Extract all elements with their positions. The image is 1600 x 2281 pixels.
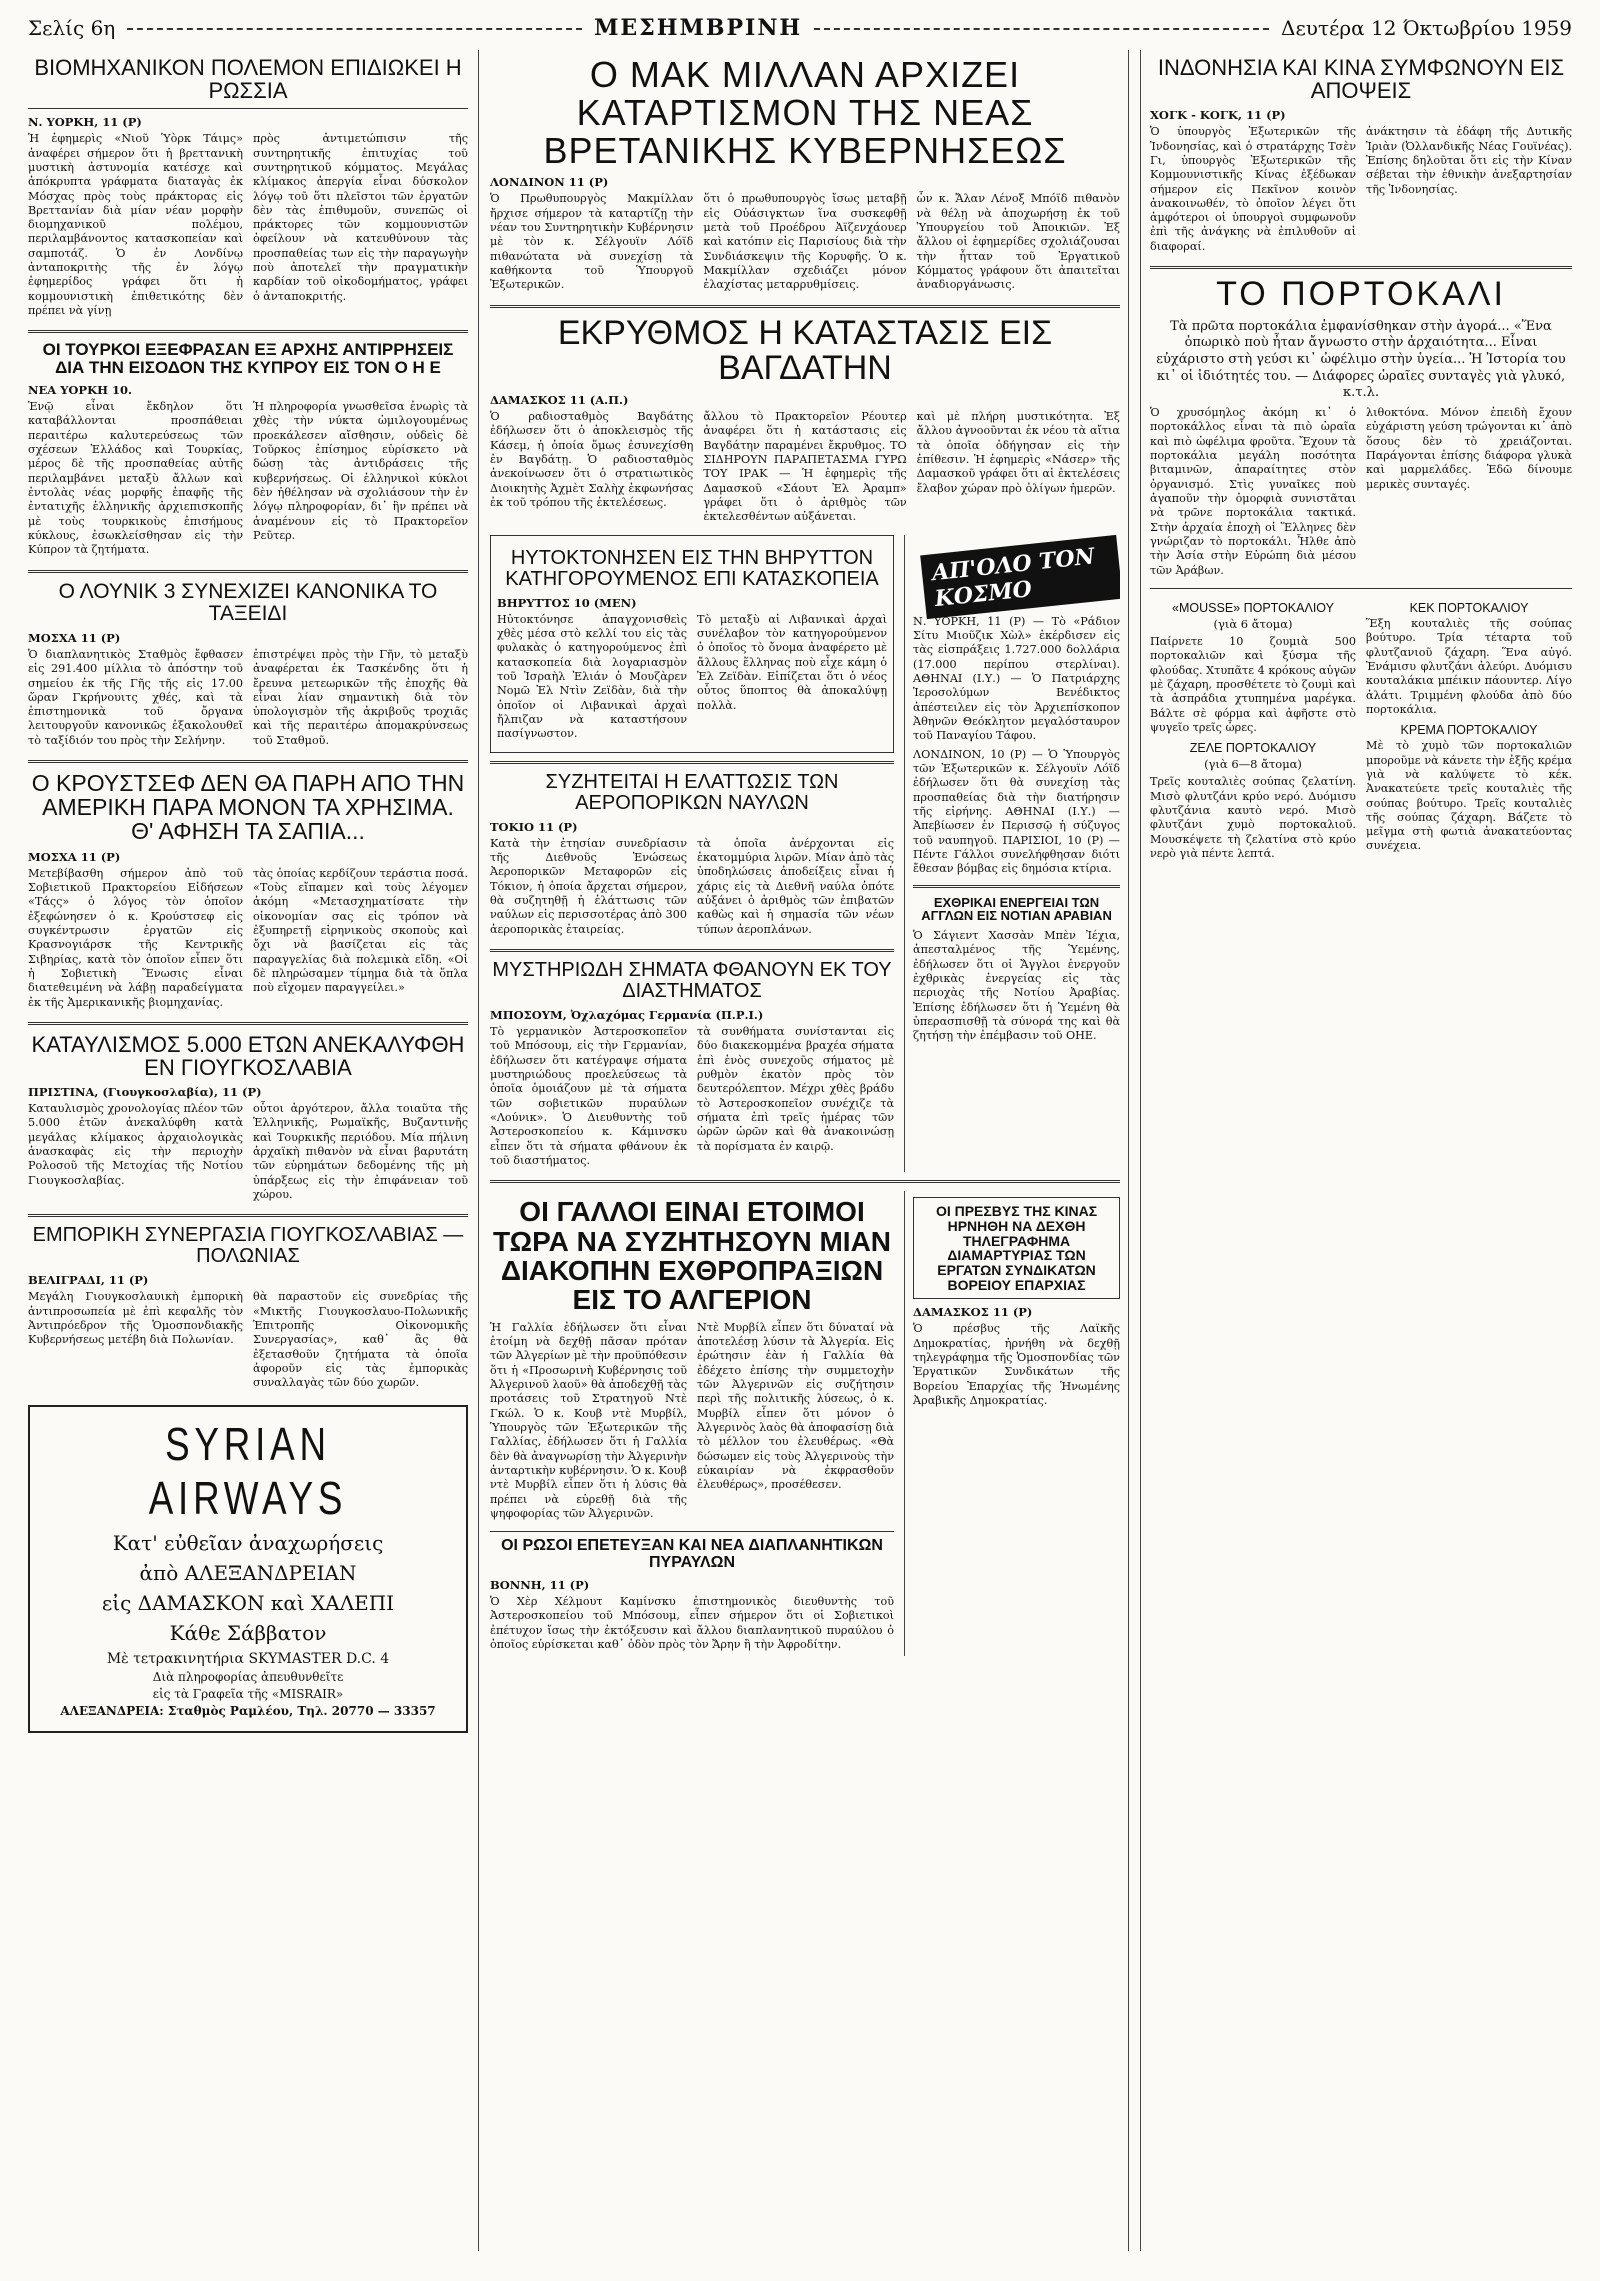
page-label: Σελίς 6η — [28, 16, 116, 40]
article-text: Ἡ Γαλλία ἐδήλωσεν ὅτι εἶναι ἑτοίμη νὰ δεχθῇ πᾶσαν πρόταν τῶν Ἀλγερίων μὲ τὴν προϋπόθεσιν ὅτι ἡ «Προσωρινὴ Κυβέρνησις τοῦ Ἀλγερινοῦ λαοῦ» θὰ ἀποδεχθῇ τὰς προτάσεις τοῦ Στρατηγοῦ Ντὲ Γκώλ. Ὁ κ. Κουβ ντὲ Μυρβίλ, Ὑπουργὸς τῶν Ἐξωτερικῶν τῆς Γαλλίας, ἐδήλωσεν ὅτι ἡ Γαλλία δὲν θὰ ἀναγνωρίσῃ τὴν Ἀλγερινὴν ἀνταρτικὴν κυβέρνησιν. Ὁ κ. Κουβ ντὲ Μυρβίλ εἶπεν ὅτι ἡ λύσις θὰ πρέπει νὰ εὑρεθῇ διὰ τῆς ψηφοφορίας τῶν Ἀλγερινῶν. — [490, 1320, 688, 1521]
article-text: θὰ παραστοῦν εἰς συνεδρίας τῆς «Μικτῆς Γιουγκοσλαυο-Πολωνικῆς Ἐπιτροπῆς Οἰκονομικῆς Συνεργασίας», καθ᾽ ἃς θὰ ἐξετασθοῦν ζητήματα τὰ ὁποῖα ἀφοροῦν εἰς τὰς ἐμπορικὰς συναλλαγὰς τῶν δύο χωρῶν. — [253, 1290, 468, 1390]
headline: ΚΑΤΑΥΛΙΣΜΟΣ 5.000 ΕΤΩΝ ΑΝΕΚΑΛΥΦΘΗ ΕΝ ΓΙΟΥΓΚΟΣΛΑΒΙΑ — [31, 1031, 465, 1080]
dateline: ΜΟΣΧΑ 11 (Ρ) — [28, 849, 121, 864]
ad-line: Μὲ τετρακινητήρια SKYMASTER D.C. 4 — [106, 1650, 390, 1667]
headline: ΟΙ ΡΩΣΟΙ ΕΠΕΤΕΥΞΑΝ ΚΑΙ ΝΕΑ ΔΙΑΠΛΑΝΗΤΙΚΩΝ ΠΥΡΑΥΛΩΝ — [501, 1537, 883, 1572]
article-text: Τὸ γερμανικὸν Ἀστεροσκοπεῖον τοῦ Μπόσουμ, εἰς τὴν Γερμανίαν, ἐδήλωσεν ὅτι κατέγραψε σήματα μυστηριώδους προελεύσεως τὰ ὁποῖα ὁμοιάζουν μὲ τὰ σήματα τῶν σοβιετικῶν πυραύλων «Λούνικ». Ὁ Διευθυντὴς τοῦ Ἀστεροσκοπείου κ. Κάμινσκυ εἶπεν ὅτι τὰ σήματα φθάνουν ἐκ τοῦ διαστήματος. — [490, 1024, 688, 1167]
article-text: ΛΟΝΔΙΝΟΝ, 10 (Ρ) — Ὁ Ὑπουργὸς τῶν Ἐξωτερικῶν κ. Σέλγουϊν Λόϊδ ἐδήλωσεν ὅτι θὰ συνεχίσῃ τὰς προσπαθείας διὰ τὴν διατήρησιν τῆς εἰρήνης. ΑΘΗΝΑΙ (Ι.Υ.) — Ἀπεβίωσεν ἐν Περισσῷ ἡ σύζυγος τοῦ ναυπηγοῦ. ΠΑΡΙΣΙΟΙ, 10 (Ρ) — Πέντε Γάλλοι συνελήφθησαν διότι ἔθεσαν βόμβας εἰς δημόσια κτίρια. — [913, 747, 1120, 876]
syrian-airways-ad — [28, 1405, 468, 1733]
headline: ΕΧΘΡΙΚΑΙ ΕΝΕΡΓΕΙΑΙ ΤΩΝ ΑΓΓΛΩΝ ΕΙΣ ΝΟΤΙΑΝ ΑΡΑΒΙΑΝ — [921, 894, 1112, 924]
article-text: ἀνάκτησιν τὰ ἐδάφη τῆς Δυτικῆς Ἰριὰν (Ὀλλανδικῆς Νέας Γουϊνέας). Ἐπίσης δηλοῦται ὅτι εἰς τὴν Κίναν σέβεται τὴν ἐθνικὴν ἀνεξαρτησίαν τῆς Ἰνδονησίας. — [1366, 125, 1572, 196]
article-text: Μετεβίβασθη σήμερον ἀπὸ τοῦ Σοβιετικοῦ Πρακτορείου Εἰδήσεων «Τάςς» ὁ λόγος τὸν ὁποῖον ἐξεφώνησεν ὁ κ. Κρούστσεφ εἰς συγκέντρωσιν ἐργατῶν εἰς Κρασνογιάρσκ τῆς Κεντρικῆς Σιβηρίας, κατὰ τὸν ὁποῖον εἶπεν ὅτι ἡ Σοβιετικὴ Ἕνωσις εἶναι διατεθειμένη νὰ λάβῃ παραδείγματα ἐκ τῆς Ἀμερικανικῆς βιομηχανίας. — [28, 866, 243, 1009]
article-trade — [28, 1225, 468, 1394]
article-algeria — [490, 1191, 894, 1656]
article-text: ὅτι ὁ πρωθυπουργὸς ἴσως μεταβῇ εἰς Οὐάσιγκτων ἵνα συσκεφθῇ μετὰ τοῦ Προέδρου Ἀϊζενχάουερ καὶ κατόπιν εἰς Παρισίους διὰ τὴν Συνδιάσκεψιν τῆς Κορυφῆς. Ὁ κ. Μακμίλλαν σχεδιάζει μόνον ἐλαχίστας μεταρρυθμίσεις. — [703, 192, 907, 292]
article-text: πρὸς ἀντιμετώπισιν τῆς συντηρητικῆς ἐπιτυχίας τοῦ συντηρητικοῦ κόμματος. Μεγάλας κλίμακος ἀπεργία εἶναι δύσκολον λόγῳ τοῦ ὅτι πλεῖστοι τῶν ἐργατῶν δὲν τὰς ἐπιθυμοῦν, συνεπῶς οἱ πράκτορες τῶν κομμουνιστῶν ὀφείλουν νὰ κατευθύνουν τὰς προσπαθείας των εἰς τὴν παραγωγὴν ποὺ ἀποτελεῖ τὴν πραγματικὴν καρδίαν τοῦ οἰκοδομήματος, γράφει ὁ ἀνταποκριτής. — [253, 132, 468, 303]
headline: Ο ΜΑΚ ΜΙΛΛΑΝ ΑΡΧΙΖΕΙ ΚΑΤΑΡΤΙΣΜΟΝ ΤΗΣ ΝΕΑΣ ΒΡΕΤΑΝΙΚΗΣ ΚΥΒΕΡΝΗΣΕΩΣ — [543, 54, 1067, 171]
article-lunik — [28, 581, 468, 752]
headline: ΟΙ ΠΡΕΣΒΥΣ ΤΗΣ ΚΙΝΑΣ ΗΡΝΗΘΗ ΝΑ ΔΕΧΘΗ ΤΗΛΕΓΡΑΦΗΜΑ ΔΙΑΜΑΡΤΥΡΙΑΣ ΤΩΝ ΕΡΓΑΤΩΝ ΣΥΝΔΙΚΑΤΩΝ ΒΟΡΕΙΟΥ ΕΠΑΡΧΙΑΣ — [913, 1197, 1120, 1299]
ad-line: εἰς ΔΑΜΑΣΚΟΝ καὶ ΧΑΛΕΠΙ — [101, 1590, 395, 1615]
recipe-text: Τρεῖς κουταλιὲς σούπας ζελατίνη. Μισὸ φλυτζάνι κρύο νερό. Δυόμισυ φλυτζάνια καυτὸ νερό. Μισὸ φλυτζάνι χυμὸ πορτοκαλιοῦ. Μουσκέψετε τὴ ζελατίνα στὸ κρύο νερὸ γιὰ πέντε λεπτά. — [1150, 775, 1356, 860]
dateline: ΒΕΛΙΓΡΑΔΙ, 11 (Ρ) — [28, 1273, 149, 1288]
article-industrial-war — [28, 56, 468, 322]
ad-line: Κατ' εὐθεῖαν ἀναχωρήσεις — [112, 1530, 384, 1555]
headline: ΗΥΤΟΚΤΟΝΗΣΕΝ ΕΙΣ ΤΗΝ ΒΗΡΥΤΤΟΝ ΚΑΤΗΓΟΡΟΥΜΕΝΟΣ ΕΠΙ ΚΑΤΑΣΚΟΠΕΙΑ — [505, 546, 879, 590]
masthead-rule-right — [814, 28, 1269, 30]
article-settlement — [28, 1033, 468, 1206]
article-text: Ν. ΥΟΡΚΗ, 11 (Ρ) — Τὸ «Ράδιον Σίτυ Μιοῦζικ Χὼλ» ἐκέρδισεν εἰς τὰς εἰσπράξεις 1.727.000 δολλάρια (17.000 περίπου στερλίναι). ΑΘΗΝΑΙ (Ι.Υ.) — Ὁ Πατριάρχης Ἱεροσολύμων Βενέδικτος ἀπέστειλεν εἰς τὸν Ἀρχιεπίσκοπον Ἀθηνῶν Θεόκλητον μεγαλόσταυρον τοῦ Παναγίου Τάφου. — [913, 614, 1120, 743]
article-text: ἐπιστρέψει πρὸς τὴν Γῆν, τὸ μεταξὺ ἀναφέρεται ἐκ Τασκένδης ὅτι ἡ ἔρευνα μετεωρικῶν τῆς ἐποχῆς θὰ εἶναι λίαν σημαντικὴ διὰ τὸν ὑπολογισμὸν τῆς ἀκριβοῦς τροχιᾶς καὶ τῆς περαιτέρω ἀπομακρύνσεως τοῦ Σταθμοῦ. — [253, 647, 468, 747]
article-text: Ὁ πρέσβυς τῆς Λαϊκῆς Δημοκρατίας, ἠρνήθη νὰ δεχθῇ τηλεγράφημα τῆς Ὁμοσπονδίας τῶν Ἐργατικῶν Συνδικάτων τῆς Βορείου Ἐπαρχίας τῆς Ἡνωμένης Ἀραβικῆς Δημοκρατίας. — [913, 1322, 1120, 1407]
article-intro: Τὰ πρῶτα πορτοκάλια ἐμφανίσθηκαν στὴν ἀγορά... «Ἕνα ὀπωρικὸ ποὺ ἦταν ἄγνωστο στὴν ἀρχαιότητα... Εἶναι εὐχάριστο στὴ γεύσι κι᾽ ὠφέλιμο στὴν ὑγεία... Ἡ Ἱστορία του κι᾽ οἱ ἰδιότητές του. — Διάφορες ὡραῖες συνταγὲς γιὰ γλυκό, κ.τ.λ. — [1156, 318, 1566, 401]
headline: Ο ΚΡΟΥΣΤΣΕΦ ΔΕΝ ΘΑ ΠΑΡΗ ΑΠΟ ΤΗΝ ΑΜΕΡΙΚΗ ΠΑΡΑ ΜΟΝΟΝ ΤΑ ΧΡΗΣΙΜΑ. Θ' ΑΦΗΣΗ ΤΑ ΣΑΠΙΑ... — [31, 770, 465, 845]
article-text: Μεγάλη Γιουγκοσλαυικὴ ἐμπορικὴ ἀντιπροσωπεία μὲ ἐπὶ κεφαλῆς τὸν Ἀντιπρόεδρον τῆς Ὁμοσπονδιακῆς Κυβερνήσεως μετέβη διὰ Πολωνίαν. — [28, 1290, 243, 1347]
dateline: ΜΠΟΣΟΥΜ, Ὀχλαχόμας Γερμανία (Π.Ρ.Ι.) — [490, 1007, 764, 1022]
dateline: ΜΟΣΧΑ 11 (Ρ) — [28, 630, 121, 645]
dateline: Ν. ΥΟΡΚΗ, 11 (Ρ) — [28, 115, 142, 130]
article-china — [904, 1191, 1120, 1656]
dateline: ΤΟΚΙΟ 11 (Ρ) — [490, 819, 578, 834]
article-indonesia — [1150, 56, 1572, 258]
article-text: Ἐνῷ εἶναι ἔκδηλον ὅτι καταβάλλονται προσπάθειαι περαιτέρω καλυτερεύσεως τῶν σχέσεων Ἑλλάδος καὶ Τουρκίας, μέρος δὲ τῆς προσπαθείας αὐτῆς περιλαμβάνει μεταξὺ ἄλλων καὶ ἐντολὰς νέας μορφῆς ἐπαφῆς τῆς ἐντατιχῆς ἑλληνικῆς ἀρχιεπισκοπῆς μὲ τοὺς τουρκικοὺς ἐπισήμους κύκλους, ἐσωκλείσθησαν εἰς τὴν Κύπρον τὰ ζητήματα. — [28, 400, 243, 557]
left-column — [28, 50, 468, 2251]
paper-name: ΜΕΣΗΜΒΡΙΝΗ — [594, 15, 803, 41]
dateline: ΔΑΜΑΣΚΟΣ 11 (Ρ) — [913, 1305, 1033, 1320]
article-text: Ηὐτοκτόνησε ἀπαγχονισθεὶς χθὲς μέσα στὸ κελλί του εἰς τὰς φυλακὰς ὁ κατηγορούμενος ἐπὶ κατασκοπεία διὰ λογαριασμὸν τοῦ Ἰσραὴλ Ἐλιάν ὁ Μουζὰρεν Νομῶ Ἐλ Ντὶν Ζεϊδὰν, διὰ τὴν ὁποῖον οἱ Λιβανικαὶ ἀρχαὶ ἤλπιζαν νὰ καταστήσουν πασίγνωστον. — [497, 612, 688, 741]
ad-brand: SYRIAN AIRWAYS — [148, 1417, 348, 1524]
article-text: ἄλλου τὸ Πρακτορεῖον Ρέουτερ ἀναφέρει ὅτι ἡ κατάστασις εἰς Βαγδάτην παραμένει ἔκρυθμος. ΤΟ ΣΙΔΗΡΟΥΝ ΠΑΡΑΠΕΤΑΣΜΑ ΓΥΡΩ ΤΟΥ ΙΡΑΚ — Ἡ ἐφημερὶς τῆς Δαμασκοῦ «Σάουτ Ἐλ Ἀραμπ» γράφει ὅτι ὁ ἀριθμὸς τῶν ἐκτελεσθέντων αὐξάνεται. — [703, 410, 907, 524]
column-rule — [1140, 50, 1141, 2251]
article-text: Ἡ ἐφημερὶς «Νιοῦ Ὑὸρκ Τάιμς» ἀναφέρει σήμερον ὅτι ἡ βρεττανικὴ μυστικὴ ἀστυνομία κατέσχε καὶ ἀπόκρυπτα γράφματα διαταγὰς ἐκ Μόσχας πρὸς τοὺς πράκτορας εἰς Βρεττανίαν διὰ μίαν νέαν μορφὴν διομηχανικοῦ πολέμου, περιλαμβάνοντος κατασκοπείαν καὶ σαμποτάζ. Ὁ ἐν Λονδίνῳ ἀνταποκριτὴς τῆς ἐν λόγῳ ἐφημερίδος γράφει ὅτι ἡ κομμουνιστικὴ ἐπιθετικότης δὲν πρέπει νὰ γίνῃ — [28, 132, 243, 318]
recipe-title: ΚΡΕΜΑ ΠΟΡΤΟΚΑΛΙΟΥ — [1400, 723, 1538, 738]
right-column — [1150, 50, 1572, 2251]
article-khrushchev — [28, 771, 468, 1014]
column-rule — [478, 50, 479, 2251]
masthead — [28, 14, 1572, 42]
article-orange — [1150, 277, 1572, 865]
recipe-title: ΚΕΚ ΠΟΡΤΟΚΑΛΙΟΥ — [1409, 600, 1529, 615]
article-text: Καταυλισμὸς χρονολογίας πλέον τῶν 5.000 ἐτῶν ἀνεκαλύφθη κατὰ μεγάλας κλίμακος ἀρχαιολογικὰς ἀνασκαφὰς εἰς τὴν περιοχὴν Ρολοσοῦ τῆς Μετοχίας τῆς Νοτίου Γιουγκοσλαβίας. — [28, 1102, 243, 1187]
article-beirut — [490, 535, 894, 753]
recipe-title: «MOUSSE» ΠΟΡΤΟΚΑΛΙΟΥ — [1172, 600, 1334, 615]
ad-line: Διὰ πληροφορίας ἀπευθυνθεῖτε — [152, 1669, 344, 1684]
recipe-text: Παίρνετε 10 ζουμιὰ 500 πορτοκαλιῶν καὶ ξύσμα τῆς φλούδας. Χτυπᾶτε 4 κρόκους αὐγῶν μὲ ζάχαρη, προσθέτετε τὸ ζουμὶ καὶ τὰ ἀσπράδια χτυπημένα μαρέγκα. Βάλτε σὲ φόρμα καὶ ἀφῆστε στὸ ψυγεῖο τρεῖς ὧρες. — [1150, 634, 1356, 734]
article-text: λιθοκτόνα. Μόνον ἐπειδὴ ἔχουν εὐχάριστη γεύση τρώγονται κι᾽ ἀπὸ ὅσους δὲν τὸ χρειάζονται. Παράγονται ἐπίσης διάφορα γλυκὰ καὶ μαρμελάδες. Ἐδῶ δίνουμε μερικὲς συνταγές. — [1366, 405, 1572, 491]
recipe-text: Ἕξη κουταλιὲς τῆς σούπας βούτυρο. Τρία τέταρτα τοῦ φλυτζανιοῦ ζάχαρη. Ἕνα αὐγό. Ἐνάμισυ φλυτζάνι ἀλεύρι. Δυόμισυ κουταλάκια μπέικιν πάουντερ. Λίγο ἁλάτι. Τριμμένη φλούδα ἀπὸ δύο πορτοκάλια. — [1366, 616, 1572, 716]
dateline: ΒΟΝΝΗ, 11 (Ρ) — [490, 1577, 590, 1592]
article-signals — [490, 960, 894, 1172]
article-text: Ὁ Χὲρ Χέλμουτ Καμίνσκυ ἐπιστημονικὸς διευθυντὴς τοῦ Ἀστεροσκοπείου τοῦ Μπόσουμ, εἶπεν σήμερον ὅτι οἱ Σοβιετικοὶ ἐπέτυχον ἴσως τὴν ἐκτόξευσιν καὶ ἄλλου διαπλανητικοῦ πυραύλου ὁ ὁποῖος εὑρίσκεται καθ᾽ ὁδὸν πρὸς τὸν Ἄρην ἢ τὴν Ἀφροδίτην. — [490, 1594, 895, 1651]
article-text: Ντὲ Μυρβίλ εἶπεν ὅτι δύναταί νὰ ἀποτελέσῃ λύσιν τὰ Ἀλγερία. Εἰς ἐρώτησιν ἐὰν ἡ Γαλλία θὰ ἐδέχετο ἐπίσης τὴν συμμετοχὴν τῶν Ἀλγερινῶν εἰς συζήτησιν περὶ τῆς πολιτικῆς λύσεως, ὁ κ. Μυρβίλ εἶπεν ὅτι μόνον ὁ Ἀλγερινὸς λαὸς θὰ ἀποφασίσῃ διὰ τὸ μέλλον του ἐλευθέρως. «Θὰ δώσωμεν εἰς τοὺς Ἀλγερινοὺς τὴν εὐκαιρίαν νὰ ἐκφρασθοῦν ἐλευθέρως», προσέθεσεν. — [697, 1320, 895, 1492]
column-rule — [1128, 50, 1129, 2251]
headline: ΟΙ ΤΟΥΡΚΟΙ ΕΞΕΦΡΑΣΑΝ ΕΞ ΑΡΧΗΣ ΑΝΤΙΡΡΗΣΕΙΣ ΔΙΑ ΤΗΝ ΕΙΣΟΔΟΝ ΤΗΣ ΚΥΠΡΟΥ ΕΙΣ ΤΟΝ Ο Η Ε — [42, 340, 454, 378]
article-text: ὧν κ. Ἄλαν Λένοξ Μπόϊδ πιθανὸν νὰ θέλῃ νὰ ἀποχωρήσῃ ἐκ τοῦ Ὑπουργείου τοῦ Ἀποικιῶν. Ἐξ ἄλλου οἱ ἐφημερίδες σχολιάζουσαι τὴν ἧτταν τοῦ Ἐργατικοῦ Κόμματος γράφουν ὅτι ἀπαιτεῖται ἀναδιοργάνωσις. — [916, 192, 1120, 292]
dateline: ΠΡΙΣΤΙΝΑ, (Γιουγκοσλαβία), 11 (Ρ) — [28, 1085, 262, 1100]
recipe-text: Μὲ τὸ χυμὸ τῶν πορτοκαλιῶν μποροῦμε νὰ κάνετε τὴν ἑξῆς κρέμα γιὰ νὰ καλύψετε τὸ κέκ. Ἀνακατεύετε τρεῖς κουταλιὲς τῆς σούπας βούτυρο. Τρεῖς κουταλιὲς τῆς σούπας ζάχαρη. Βάζετε τὸ μεῖγμα στὴ φωτιὰ ἀνακατεύοντας συνέχεια. — [1366, 739, 1572, 853]
headline: ΣΥΖΗΤΕΙΤΑΙ Η ΕΛΑΤΤΩΣΙΣ ΤΩΝ ΑΕΡΟΠΟΡΙΚΩΝ ΝΑΥΛΩΝ — [545, 770, 839, 814]
article-text: Ὁ ραδιοσταθμὸς Βαγδάτης ἐδήλωσεν ὅτι ὁ ἀποκλεισμὸς τῆς Κάσεμ, ἡ ὁποία ὅμως ἐσυνεχίσθη ἐν Βαγδάτῃ. Ὁ ραδιοσταθμὸς ἀνεκοίνωσεν ὅτι ὁ στρατιωτικὸς Διοικητὴς Ἀχμὲτ Σαλὴχ ἐκφωνήσας ἐκ τοῦ τρόπου τῆς ἐκτελέσεως. — [490, 410, 694, 510]
recipe-sub: (γιὰ 6—8 ἄτομα) — [1204, 757, 1302, 772]
recipe-title: ΖΕΛΕ ΠΟΡΤΟΚΑΛΙΟΥ — [1189, 741, 1317, 756]
article-airfares — [490, 772, 894, 941]
center-section — [490, 50, 1120, 2251]
ad-line: Κάθε Σάββατον — [169, 1620, 327, 1645]
dateline: ΒΗΡΥΤΤΟΣ 10 (ΜΕΝ) — [497, 595, 637, 610]
world-news-logo: ΑΠ'ΟΛΟ ΤΟΝ ΚΟΣΜΟ — [920, 535, 1120, 619]
article-text: Κατὰ τὴν ἐτησίαν συνεδρίασιν τῆς Διεθνοῦς Ἑνώσεως Ἀεροπορικῶν Μεταφορῶν εἰς Τόκιον, ἡ ὁποία ἄρχεται σήμερον, θὰ συζητηθῇ ἡ ἐλάττωσις τῶν ναύλων εἰς περισσοτέρας ἀπὸ 300 ἀεροπορικὰς ἑταιρείας. — [490, 836, 688, 936]
ad-line: εἰς τὰ Γραφεῖα τῆς «MISRAIR» — [152, 1686, 344, 1701]
article-baghdad — [490, 313, 1120, 529]
article-text: Ὁ διαπλανητικὸς Σταθμὸς ἔφθασεν εἰς 291.400 μίλλια τὸ ἀπόστην τοῦ σημείου ἐκ τῆς Γῆς τῆς εἰς 17.00 ὥραν Γκρήνουιτς χθές, καὶ τὰ ἐπιστημονικὰ τοῦ ὄργανα λειτουργοῦν κανονικῶς ἐξακολουθεῖ τὸ ταξίδιόν του πρὸς τὴν Σελήνην. — [28, 647, 243, 747]
world-news-box — [913, 535, 1120, 877]
article-text: τὰ συνθήματα συνίστανται εἰς δύο διακεκομμένα βραχέα σήματα ἐπὶ ἑνὸς συνεχοῦς σήματος μὲ ρυθμὸν ἑκατὸν πρὸς τὸν δευτερόλεπτον. Μέχρι χθὲς βράδυ τὸ Ἀστεροσκοπεῖον συνέχιζε τὰ σήματα ἐπὶ τρεῖς ἡμέρας τῶν ὡρῶν ὡρῶν καὶ θὰ ἀνακοινώσῃ τὰ πορίσματα ἐν καιρῷ. — [697, 1024, 895, 1153]
article-text: Ὁ Σάγιεντ Χασσὰν Μπὲν Ἰέχια, ἀπεσταλμένος τῆς Ὑεμένης, ἐδήλωσεν ὅτι οἱ Ἄγγλοι ἐνεργοῦν ἐχθρικὰς ἐνεργείας εἰς τὰς περιοχὰς τῆς Νοτίου Ἀραβίας. Ἐπίσης ἐδήλωσεν ὅτι ἡ Ὑεμένη θὰ ὑπερασπισθῇ τὰ σύνορά της καὶ θὰ ζητήσῃ τὴν ἐπέμβασιν τοῦ ΟΗΕ. — [913, 928, 1120, 1043]
dateline: ΛΟΝΔΙΝΟΝ 11 (Ρ) — [490, 175, 609, 190]
article-text: Ὁ χρυσόμηλος ἀκόμη κι᾽ ὁ πορτοκάλλος εἶναι τὰ πιὸ ὡραῖα καὶ πιὸ ὠφέλιμα φροῦτα. Ἔχουν τὰ πορτοκάλια μεγάλη ποσότητα βιταμινῶν, ἀπαραίτητες στὸν ὀργανισμό. Στὶς γυναῖκες ποὺ ἀγαποῦν τὴν ὀμορφιὰ συνιστᾶται νὰ τρῶνε πορτοκάλια τακτικά. Στὴν ἀρχαία ἐποχὴ οἱ Ἕλληνες δὲν γνώριζαν τὸ πορτοκάλι. Ἦλθε ἀπὸ τὴν Ἀσία στὴν Εὐρώπη διὰ μέσου τῶν Ἀράβων. — [1150, 405, 1356, 577]
ad-contact: ΑΛΕΞΑΝΔΡΕΙΑ: Σταθμὸς Ραμλέου, Τηλ. 20770 — 33357 — [60, 1703, 436, 1718]
dateline: ΔΑΜΑΣΚΟΣ 11 (Α.Π.) — [490, 393, 629, 408]
masthead-rule — [127, 28, 582, 30]
article-text: Τὸ μεταξὺ αἱ Λιβανικαὶ ἀρχαὶ συνέλαβον τὸν κατηγορούμενον ὁ ὁποῖος τὸ ὄνομα ἀναφέρετο μὲ ἄλλους ἕλληνας ποὺ εἶχε κάμη ὁ Ἐλ Ζεϊδὰν. Εἰπίζεται ὅτι ὁ νέος οὗτος ὕποπτος θὰ ἀποκαλύψῃ πολλὰ. — [697, 612, 888, 712]
headline: ΒΙΟΜΗΧΑΝΙΚΟΝ ΠΟΛΕΜΟΝ ΕΠΙΔΙΩΚΕΙ Η ΡΩΣΣΙΑ — [34, 55, 462, 104]
headline: ΟΙ ΓΑΛΛΟΙ ΕΙΝΑΙ ΕΤΟΙΜΟΙ ΤΩΡΑ ΝΑ ΣΥΖΗΤΗΣΟΥΝ ΜΙΑΝ ΔΙΑΚΟΠΗΝ ΕΧΘΡΟΠΡΑΞΙΩΝ ΕΙΣ ΤΟ ΑΛΓΕΡΙΟΝ — [493, 1196, 892, 1316]
article-macmillan — [490, 56, 1120, 297]
article-text: οὗτοι ἀργότερον, ἄλλα τοιαῦτα τῆς Ἑλληνικῆς, Ρωμαϊκῆς, Βυζαντινῆς καὶ Τουρκικῆς περιόδου. Μία πήλινη ἀρχαϊκὴ πιθανὸν νὰ εἶναι βαρυτάτη τῶν εὑρημάτων δεδομένης τῆς μὴ ὑπάρξεως εἰς τὴν ἐπιφάνειαν τοῦ χώρου. — [253, 1102, 468, 1201]
headline: ΤΟ ΠΟΡΤΟΚΑΛΙ — [1216, 275, 1506, 314]
headline: ΙΝΔΟΝΗΣΙΑ ΚΑΙ ΚΙΝΑ ΣΥΜΦΩΝΟΥΝ ΕΙΣ ΑΠΟΨΕΙΣ — [1157, 55, 1565, 104]
headline: ΕΚΡΥΘΜΟΣ Η ΚΑΤΑΣΤΑΣΙΣ ΕΙΣ ΒΑΓΔΑΤΗΝ — [557, 313, 1053, 388]
article-text: Ὁ ὑπουργὸς Ἐξωτερικῶν τῆς Ἰνδονησίας, καὶ ὁ στρατάρχης Τσὲν Γι, ὑπουργὸς Ἐξωτερικῶν τῆς Κομμουνιστικῆς Κίνας ἐξέδωκαν σήμερον εἰς Πεκῖνον κοινὸν ἀνακοινωθέν, τὸ ὁποῖον λέγει ὅτι ἀμφότεροι οἱ ὑπουργοὶ συμφωνοῦν ἐπὶ τῆς ἀνάγκης νὰ ἐπιλυθοῦν αἱ διαφοραί. — [1150, 125, 1356, 253]
headline: ΕΜΠΟΡΙΚΗ ΣΥΝΕΡΓΑΣΙΑ ΓΙΟΥΓΚΟΣΛΑΒΙΑΣ — ΠΟΛΩΝΙΑΣ — [32, 1224, 464, 1268]
article-text: τὰς ὁποίας κερδίζουν τεράστια ποσά. «Τοὺς εἴπαμεν καὶ τοὺς λέγομεν ἀκόμη «Μετασχηματίσατε τὴν οἰκονομίαν σας εἰς τρόπον νὰ ἐξυπηρετῇ εἰρηνικοὺς σκοποὺς καὶ ὄχι νὰ βασίζεται εἰς τὰς παραγγελίας διὰ πολεμικὰ εἴδη. «Οἱ δὲ πληρώσαμεν τίμημα διὰ τὰ ὅπλα ποὺ εἴχομεν παραγγείλει.» — [253, 866, 468, 995]
article-text: τὰ ὁποῖα ἀνέρχονται εἰς ἑκατομμύρια λιρῶν. Μίαν ἀπὸ τὰς ὑποδηλώσεις ἀποδείξεις εἶναι ἡ χάρις εἰς τὰ Διεθνῆ ναύλα ὁπότε αὐξάνει ὁ ἀριθμὸς τῶν ἐπιβατῶν καθὼς καὶ ἡ σημασία τῶν νέων τύπων ἀεροπλάνων. — [697, 836, 895, 936]
article-turks-cyprus — [28, 341, 468, 561]
ad-line: ἀπὸ ΑΛΕΞΑΝΔΡΕΙΑΝ — [139, 1560, 357, 1585]
headline: ΜΥΣΤΗΡΙΩΔΗ ΣΗΜΑΤΑ ΦΘΑΝΟΥΝ ΕΚ ΤΟΥ ΔΙΑΣΤΗΜΑΤΟΣ — [492, 958, 892, 1002]
article-arabia — [913, 896, 1120, 1044]
article-text: Ὁ Πρωθυπουργὸς Μακμίλλαν ἤρχισε σήμερον τὰ καταρτίζῃ τὴν νέαν του Συντηρητικὴν Κυβέρνησιν μὲ τὸν κ. Σέλγουϊν Λόϊδ πιθανώτατα νὰ συνεχίσῃ τὰ καθήκοντα τοῦ Ὑπουργοῦ Ἐξωτερικῶν. — [490, 192, 694, 292]
dateline: ΝΕΑ ΥΟΡΚΗ 10. — [28, 383, 132, 398]
dateline: ΧΟΓΚ - ΚΟΓΚ, 11 (Ρ) — [1150, 108, 1286, 123]
article-text: καὶ μὲ πλήρη μυστικότητα. Ἐξ ἄλλου ἀγνοοῦνται ἐκ νέου τὰ αἴτια τὰ ὁποῖα ὁδήγησαν εἰς τὴν ἐπίθεσιν. Ἡ ἐφημερὶς «Νάσερ» τῆς Δαμασκοῦ γράφει ὅτι αἱ ἐκτελέσεις ἔλαβον χώραν πρὸ ὀλίγων ἡμερῶν. — [916, 410, 1120, 495]
issue-date: Δευτέρα 12 Όκτωβρίου 1959 — [1281, 16, 1573, 40]
article-text: Ἡ πληροφορία γνωσθεῖσα ἐνωρὶς τὰ χθὲς τὴν νύκτα ὡμιλογουμένως προεκάλεσεν αἴσθησιν, οὐδεὶς δὲ Τοῦρκος ἐπίσημος εὑρίσκετο νὰ δώσῃ τὰς ἀντιδράσεις τῆς κυβερνήσεως. Οἱ ἑλληνικοὶ κύκλοι δὲν ἠθέλησαν νὰ σχολιάσουν τὴν ἐν λόγῳ πληροφορίαν, δι᾽ ἣν πρέπει νὰ ἀναμένουν εἰς τὸ Πρακτορεῖον Ρεῦτερ. — [253, 400, 468, 543]
headline: Ο ΛΟΥΝΙΚ 3 ΣΥΝΕΧΙΖΕΙ ΚΑΝΟΝΙΚΑ ΤΟ ΤΑΞΕΙΔΙ — [58, 579, 438, 625]
recipe-sub: (γιὰ 6 ἄτομα) — [1213, 616, 1293, 631]
